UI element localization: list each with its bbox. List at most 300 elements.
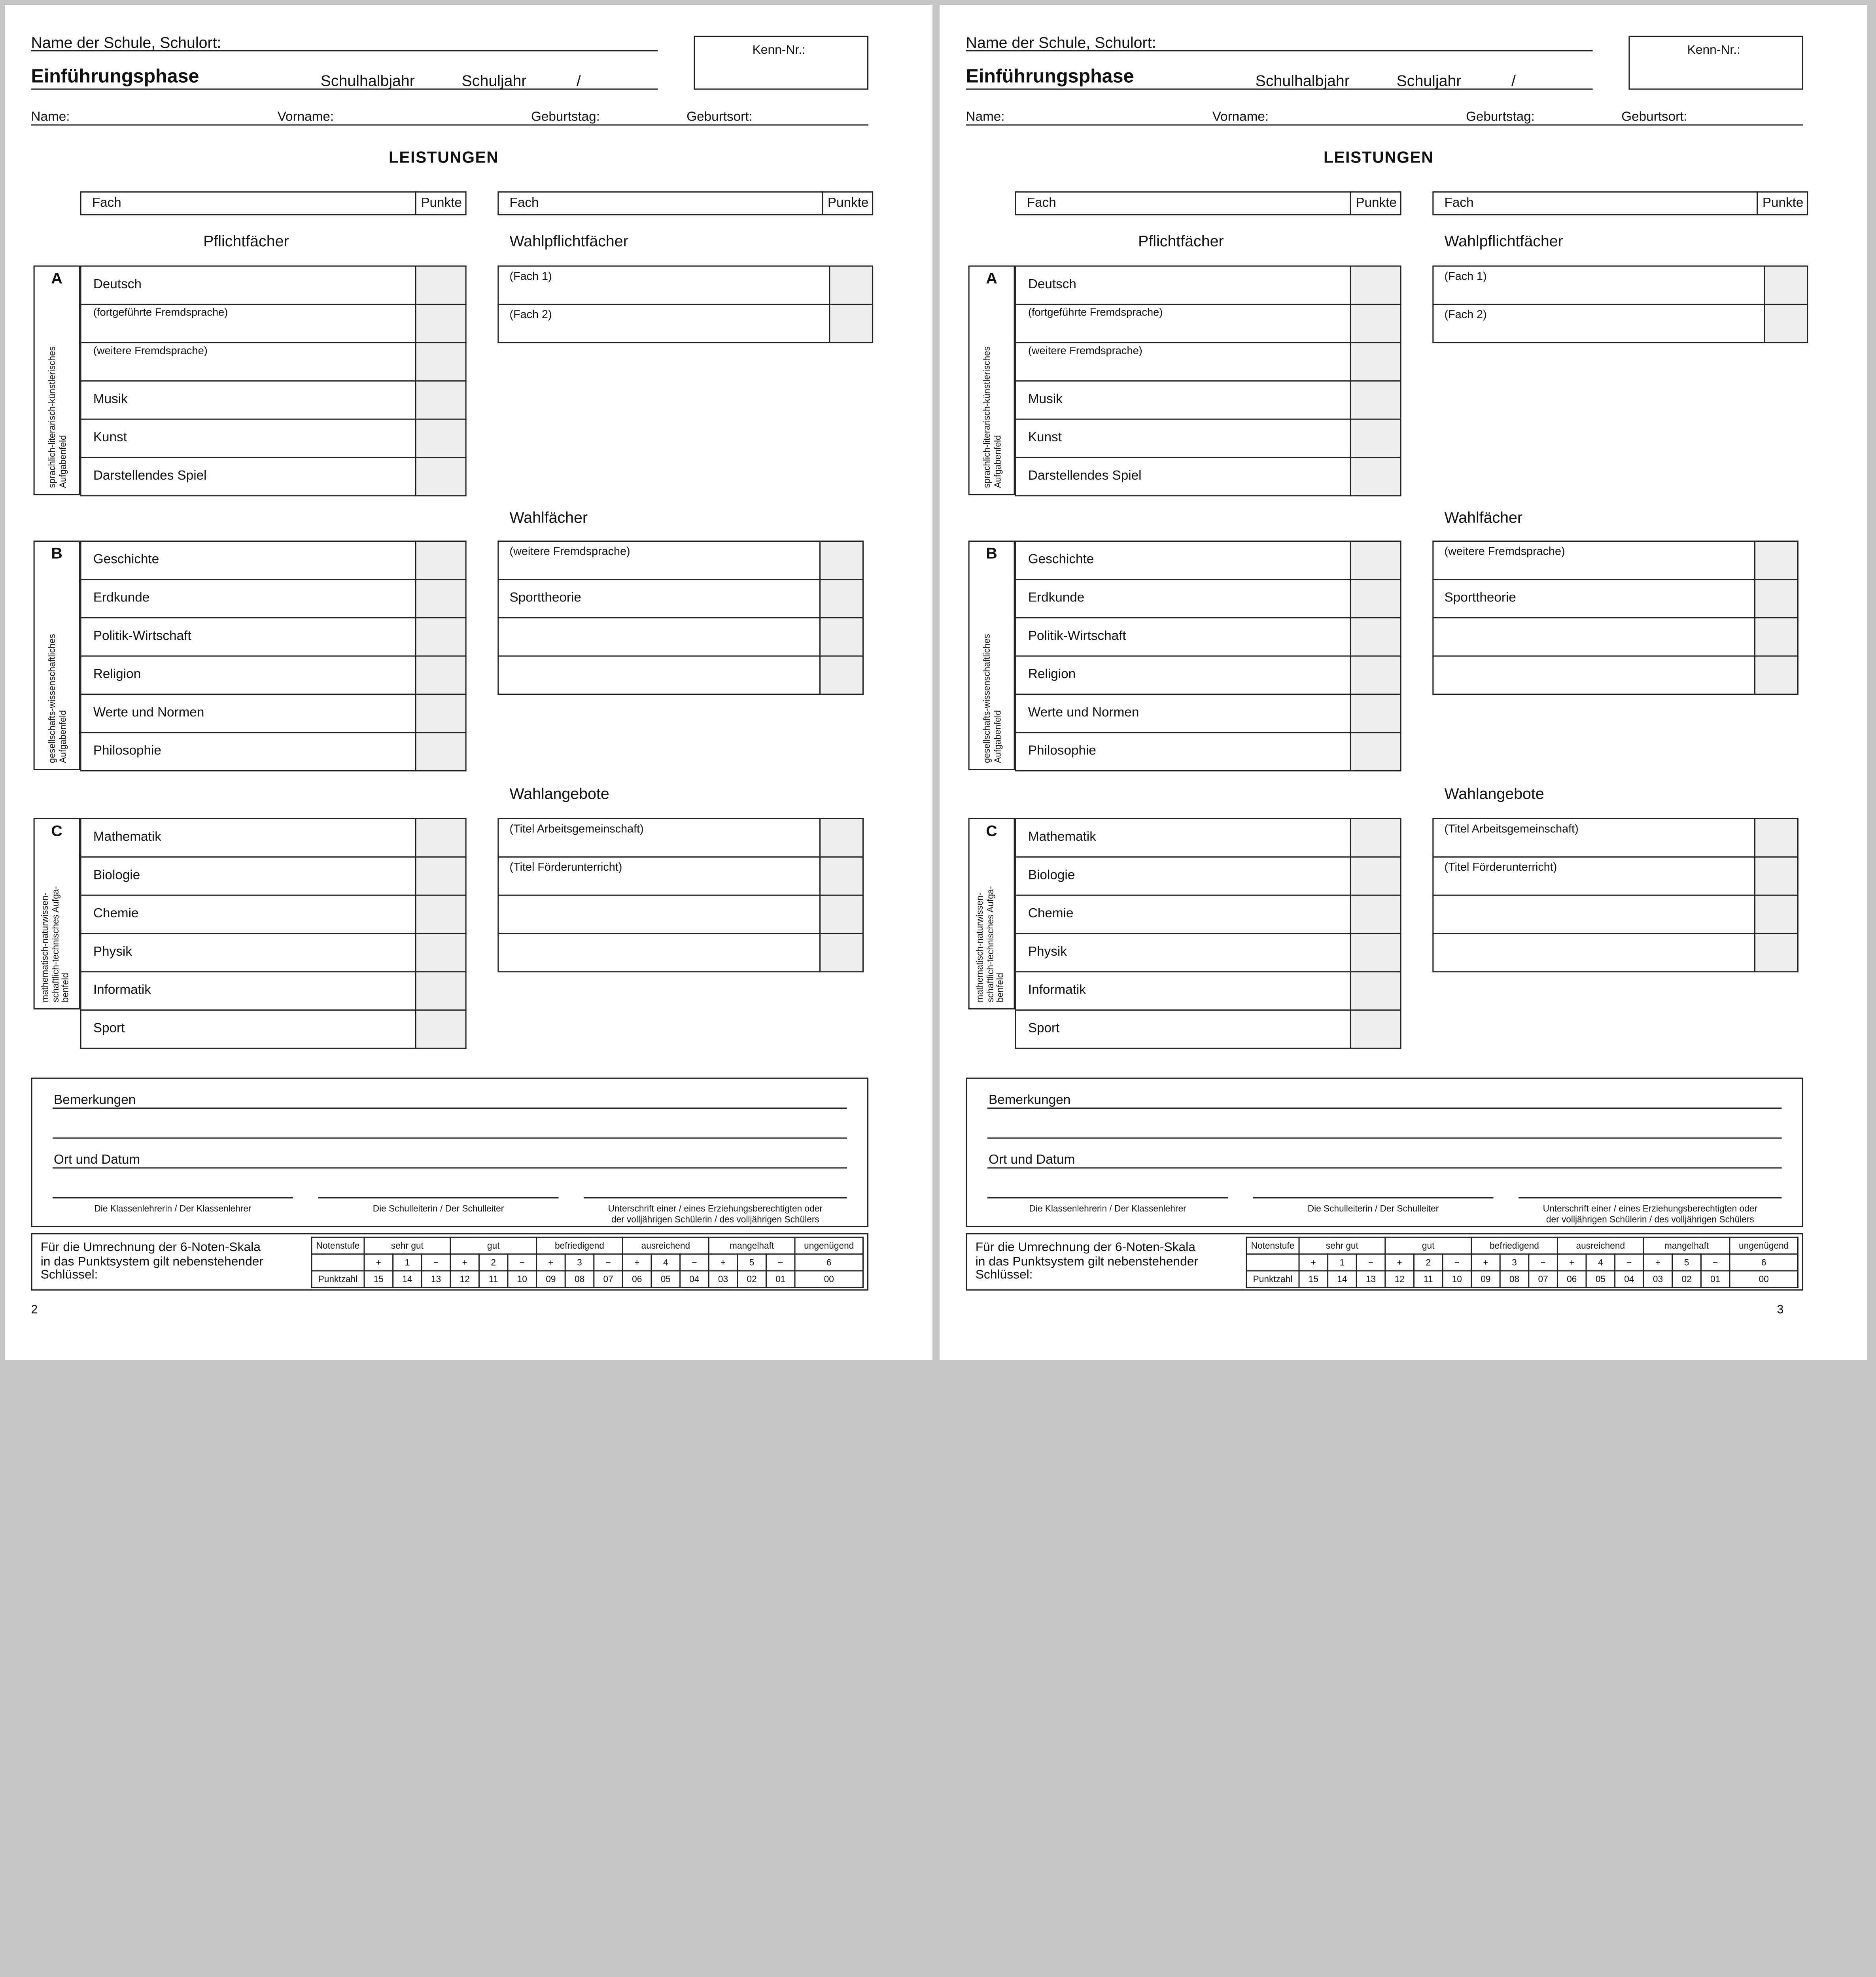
subject-name: Kunst bbox=[93, 430, 127, 445]
wahlangebot-row bbox=[497, 895, 821, 934]
geburtstag-label: Geburtstag: bbox=[531, 110, 600, 125]
points-cell[interactable] bbox=[1350, 265, 1401, 305]
points-cell[interactable] bbox=[1350, 732, 1401, 771]
field-C-letter: C bbox=[986, 822, 997, 840]
wahlfaecher-title: Wahlfächer bbox=[509, 508, 588, 526]
subject-name: Informatik bbox=[93, 983, 151, 998]
wahlangebot-points-cell[interactable] bbox=[819, 818, 864, 858]
pflicht-title: Pflichtfächer bbox=[1138, 232, 1224, 250]
points-cell[interactable] bbox=[415, 1009, 467, 1049]
wahlfach-row bbox=[497, 617, 821, 657]
wahlangebot-points-cell[interactable] bbox=[1754, 895, 1798, 934]
points-row-label: Punktzahl bbox=[1246, 1271, 1299, 1287]
grade-points: 07 bbox=[1529, 1271, 1558, 1287]
marks-row-label bbox=[312, 1254, 364, 1271]
grade-mark: 6 bbox=[795, 1254, 863, 1271]
grade-mark: 4 bbox=[1586, 1254, 1615, 1271]
subject-row bbox=[1015, 419, 1351, 458]
points-cell[interactable] bbox=[415, 656, 467, 695]
grade-mark: 2 bbox=[479, 1254, 508, 1271]
col-header-fach: Fach bbox=[1027, 196, 1056, 211]
wahlpflicht-title: Wahlpflichtfächer bbox=[1444, 232, 1563, 250]
col-header-fach: Fach bbox=[92, 196, 121, 211]
col-header-punkte: Punkte bbox=[1356, 196, 1397, 211]
grade-points: 08 bbox=[1500, 1271, 1529, 1287]
field-C-letter: C bbox=[51, 822, 62, 840]
points-cell[interactable] bbox=[415, 933, 467, 972]
column-header-0 bbox=[80, 191, 467, 215]
signature-line-teacher[interactable] bbox=[987, 1197, 1228, 1198]
grade-points: 02 bbox=[738, 1271, 766, 1287]
field-C-label-line: benfeld bbox=[60, 973, 71, 1002]
subject-name: Religion bbox=[1028, 667, 1076, 682]
pflicht-title: Pflichtfächer bbox=[203, 232, 289, 250]
phase-line[interactable] bbox=[31, 89, 658, 90]
grade-mark: + bbox=[450, 1254, 479, 1271]
wahlangebot-name: (Titel Förderunterricht) bbox=[1444, 861, 1557, 875]
subject-name: Darstellendes Spiel bbox=[1028, 469, 1142, 483]
wahlfach-points-cell[interactable] bbox=[1754, 617, 1798, 657]
points-cell[interactable] bbox=[1350, 933, 1401, 972]
field-B-label-line: gesellschafts-wissenschaftliches bbox=[981, 634, 993, 763]
wahlpflicht-name: (Fach 2) bbox=[1444, 308, 1487, 322]
signature-line-teacher[interactable] bbox=[53, 1197, 293, 1198]
wahlpflicht-points-cell[interactable] bbox=[829, 304, 873, 343]
grade-points: 00 bbox=[1730, 1271, 1798, 1287]
grade-mark: − bbox=[422, 1254, 450, 1271]
subject-name: Geschichte bbox=[1028, 552, 1094, 567]
signature-line-parent[interactable] bbox=[584, 1197, 847, 1198]
grade-mark: + bbox=[537, 1254, 565, 1271]
ort-datum-label: Ort und Datum bbox=[54, 1153, 140, 1168]
subject-row bbox=[80, 380, 416, 420]
wahlfach-points-cell[interactable] bbox=[1754, 656, 1798, 695]
wahlfach-row bbox=[1432, 617, 1755, 657]
grade-points: 15 bbox=[364, 1271, 393, 1287]
grade-mark: − bbox=[1356, 1254, 1385, 1271]
bemerkungen-line-2[interactable] bbox=[53, 1138, 847, 1139]
wahlfach-points-cell[interactable] bbox=[1754, 541, 1798, 580]
section-title: LEISTUNGEN bbox=[388, 148, 499, 166]
field-B-letter: B bbox=[986, 544, 997, 562]
bemerkungen-line[interactable] bbox=[987, 1108, 1782, 1109]
field-B-letter: B bbox=[51, 544, 62, 562]
wahlpflicht-points-cell[interactable] bbox=[1764, 265, 1808, 305]
subject-name: Erdkunde bbox=[93, 591, 150, 605]
points-cell[interactable] bbox=[1350, 818, 1401, 858]
subject-name: Biologie bbox=[93, 868, 140, 883]
grade-points: 12 bbox=[450, 1271, 479, 1287]
points-cell[interactable] bbox=[415, 380, 467, 420]
field-C-label-line: schaftlich-technisches Aufga- bbox=[49, 886, 61, 1002]
points-cell[interactable] bbox=[415, 541, 467, 580]
grade-points: 10 bbox=[508, 1271, 537, 1287]
grade-name: ungenügend bbox=[1730, 1237, 1798, 1254]
grade-mark: − bbox=[594, 1254, 623, 1271]
halbjahr-label: Schulhalbjahr bbox=[1255, 72, 1350, 90]
field-C-label bbox=[41, 859, 71, 1002]
ort-datum-line[interactable] bbox=[987, 1167, 1782, 1168]
wahlangebot-points-cell[interactable] bbox=[1754, 933, 1798, 972]
points-cell[interactable] bbox=[1350, 895, 1401, 934]
points-cell[interactable] bbox=[415, 579, 467, 618]
grade-name: ausreichend bbox=[1557, 1237, 1643, 1254]
field-A-label bbox=[48, 306, 68, 488]
grade-points: 13 bbox=[422, 1271, 450, 1287]
wahlfaecher-title: Wahlfächer bbox=[1444, 508, 1523, 526]
conversion-table bbox=[311, 1237, 864, 1288]
grade-points: 03 bbox=[709, 1271, 738, 1287]
col-header-fach: Fach bbox=[509, 196, 539, 211]
points-cell[interactable] bbox=[1350, 457, 1401, 496]
subject-row bbox=[1015, 1009, 1351, 1049]
bemerkungen-label: Bemerkungen bbox=[54, 1093, 136, 1108]
signature-line-principal[interactable] bbox=[1253, 1197, 1494, 1198]
ort-datum-line[interactable] bbox=[53, 1167, 847, 1168]
subject-name: Werte und Normen bbox=[93, 705, 204, 720]
form-page-right bbox=[940, 5, 1876, 1977]
field-B-label bbox=[983, 581, 1003, 763]
subject-name: Deutsch bbox=[93, 277, 142, 292]
subject-name: Mathematik bbox=[1028, 830, 1096, 845]
wahlfach-name: Sporttheorie bbox=[1444, 591, 1516, 605]
grade-mark: − bbox=[766, 1254, 795, 1271]
points-cell[interactable] bbox=[415, 617, 467, 657]
wahlpflicht-name: (Fach 2) bbox=[509, 308, 552, 322]
grade-points: 02 bbox=[1672, 1271, 1701, 1287]
conversion-intro: in das Punktsystem gilt nebenstehender bbox=[975, 1254, 1199, 1268]
wahlpflicht-points-cell[interactable] bbox=[829, 265, 873, 305]
wahlangebot-row bbox=[1432, 933, 1755, 972]
grade-points: 04 bbox=[680, 1271, 709, 1287]
grade-points: 00 bbox=[795, 1271, 863, 1287]
section-title: LEISTUNGEN bbox=[1323, 148, 1434, 166]
grade-points: 14 bbox=[1328, 1271, 1357, 1287]
points-cell[interactable] bbox=[415, 265, 467, 305]
grade-points: 04 bbox=[1615, 1271, 1644, 1287]
grade-mark: 5 bbox=[738, 1254, 766, 1271]
grade-points: 14 bbox=[393, 1271, 422, 1287]
points-cell[interactable] bbox=[415, 971, 467, 1011]
points-cell[interactable] bbox=[1350, 1009, 1401, 1049]
grade-points: 09 bbox=[1471, 1271, 1500, 1287]
wahlangebot-row bbox=[497, 933, 821, 972]
subject-name: Biologie bbox=[1028, 868, 1075, 883]
subject-name: Physik bbox=[1028, 945, 1067, 959]
wahlfach-row bbox=[1432, 656, 1755, 695]
wahlangebot-points-cell[interactable] bbox=[1754, 856, 1798, 896]
grade-name: befriedigend bbox=[537, 1237, 623, 1254]
person-line[interactable] bbox=[966, 125, 1803, 126]
ort-datum-label: Ort und Datum bbox=[989, 1153, 1075, 1168]
points-cell[interactable] bbox=[415, 342, 467, 382]
grade-mark: − bbox=[1443, 1254, 1471, 1271]
bemerkungen-label: Bemerkungen bbox=[989, 1093, 1071, 1108]
conversion-table bbox=[1246, 1237, 1798, 1288]
grade-mark: 2 bbox=[1414, 1254, 1443, 1271]
grade-name: befriedigend bbox=[1471, 1237, 1558, 1254]
schuljahr-label: Schuljahr bbox=[1396, 72, 1462, 90]
field-B-label-line: gesellschafts-wissenschaftliches bbox=[46, 634, 58, 763]
col-header-punkte: Punkte bbox=[421, 196, 462, 211]
grade-mark: + bbox=[709, 1254, 738, 1271]
school-line[interactable] bbox=[966, 50, 1593, 51]
grade-mark: 3 bbox=[565, 1254, 594, 1271]
signature-principal-label: Die Schulleiterin / Der Schulleiter bbox=[373, 1203, 504, 1214]
subject-name: Sport bbox=[93, 1021, 125, 1036]
vorname-label: Vorname: bbox=[277, 110, 334, 125]
wahlfach-name: (weitere Fremdsprache) bbox=[1444, 545, 1565, 559]
grade-mark: 3 bbox=[1500, 1254, 1529, 1271]
points-cell[interactable] bbox=[415, 818, 467, 858]
grade-name: gut bbox=[1385, 1237, 1471, 1254]
points-cell[interactable] bbox=[1350, 380, 1401, 420]
points-cell[interactable] bbox=[1350, 617, 1401, 657]
field-A-letter: A bbox=[986, 269, 997, 287]
bemerkungen-line-2[interactable] bbox=[987, 1138, 1782, 1139]
wahlfach-points-cell[interactable] bbox=[1754, 579, 1798, 618]
grade-points: 13 bbox=[1356, 1271, 1385, 1287]
signature-principal-label: Die Schulleiterin / Der Schulleiter bbox=[1307, 1203, 1439, 1214]
signature-teacher-label: Die Klassenlehrerin / Der Klassenlehrer bbox=[94, 1203, 252, 1214]
grade-points: 01 bbox=[1701, 1271, 1730, 1287]
grade-points: 09 bbox=[537, 1271, 565, 1287]
points-cell[interactable] bbox=[415, 732, 467, 771]
column-header-1 bbox=[497, 191, 873, 215]
wahlangebot-points-cell[interactable] bbox=[819, 895, 864, 934]
grade-points: 07 bbox=[594, 1271, 623, 1287]
conversion-intro: Für die Umrechnung der 6-Noten-Skala bbox=[40, 1240, 261, 1255]
subject-name: Erdkunde bbox=[1028, 591, 1085, 605]
school-label: Name der Schule, Schulort: bbox=[966, 33, 1156, 51]
wahlangebot-row bbox=[1432, 895, 1755, 934]
wahlfach-points-cell[interactable] bbox=[819, 579, 864, 618]
subject-name: Informatik bbox=[1028, 983, 1086, 998]
field-A-label bbox=[983, 306, 1003, 488]
name-label: Name: bbox=[31, 110, 70, 125]
subject-name: (weitere Fremdsprache) bbox=[1028, 344, 1142, 357]
signature-line-principal[interactable] bbox=[318, 1197, 559, 1198]
conversion-intro: in das Punktsystem gilt nebenstehender bbox=[40, 1254, 264, 1268]
grade-mark: − bbox=[1701, 1254, 1730, 1271]
vorname-label: Vorname: bbox=[1212, 110, 1269, 125]
signature-parent-label-2: der volljährigen Schülerin / des volljährigen Schülers bbox=[1546, 1214, 1754, 1225]
wahlpflicht-points-cell[interactable] bbox=[1764, 304, 1808, 343]
grade-points: 12 bbox=[1385, 1271, 1414, 1287]
field-A-label-line: Aufgabenfeld bbox=[991, 435, 1002, 488]
wahlangebote-title: Wahlangebote bbox=[509, 784, 609, 803]
grade-points: 05 bbox=[651, 1271, 680, 1287]
signature-parent-label-2: der volljährigen Schülerin / des volljährigen Schülers bbox=[611, 1214, 819, 1225]
col-header-punkte: Punkte bbox=[1762, 196, 1804, 211]
col-header-fach: Fach bbox=[1444, 196, 1474, 211]
subject-row bbox=[80, 419, 416, 458]
subject-name: Religion bbox=[93, 667, 141, 682]
grade-mark: − bbox=[508, 1254, 537, 1271]
wahlangebot-name: (Titel Arbeitsgemeinschaft) bbox=[509, 823, 644, 836]
grade-name: ausreichend bbox=[622, 1237, 709, 1254]
subject-name: Kunst bbox=[1028, 430, 1062, 445]
phase-line[interactable] bbox=[966, 89, 1593, 90]
subject-name: Philosophie bbox=[1028, 744, 1096, 758]
grade-name: ungenügend bbox=[795, 1237, 863, 1254]
subject-name: (fortgeführte Fremdsprache) bbox=[1028, 306, 1163, 318]
grade-points: 15 bbox=[1299, 1271, 1328, 1287]
wahlfach-points-cell[interactable] bbox=[819, 541, 864, 580]
page-number: 2 bbox=[31, 1304, 38, 1317]
phase-title: Einführungsphase bbox=[31, 67, 199, 87]
grade-mark: + bbox=[1385, 1254, 1414, 1271]
points-cell[interactable] bbox=[415, 419, 467, 458]
points-cell[interactable] bbox=[1350, 656, 1401, 695]
right-sheet bbox=[940, 5, 1867, 1360]
grade-name: mangelhaft bbox=[709, 1237, 795, 1254]
schuljahr-separator: / bbox=[576, 72, 581, 90]
wahlfach-name: (weitere Fremdsprache) bbox=[509, 545, 630, 559]
wahlpflicht-name: (Fach 1) bbox=[1444, 270, 1487, 284]
grade-mark: 1 bbox=[393, 1254, 422, 1271]
col-header-punkte: Punkte bbox=[827, 196, 869, 211]
grade-mark: + bbox=[1299, 1254, 1328, 1271]
subject-name: Darstellendes Spiel bbox=[93, 469, 207, 483]
field-C-label bbox=[976, 859, 1006, 1002]
geburtstag-label: Geburtstag: bbox=[1466, 110, 1535, 125]
field-B-label-line: Aufgabenfeld bbox=[991, 710, 1002, 763]
points-cell[interactable] bbox=[1350, 304, 1401, 343]
points-cell[interactable] bbox=[415, 895, 467, 934]
bemerkungen-line[interactable] bbox=[53, 1108, 847, 1109]
field-C-label-line: mathematisch-naturwissen- bbox=[39, 892, 50, 1002]
grade-name: sehr gut bbox=[1299, 1237, 1385, 1254]
school-line[interactable] bbox=[31, 50, 658, 51]
wahlangebot-name: (Titel Förderunterricht) bbox=[509, 861, 622, 875]
grade-mark: + bbox=[1643, 1254, 1672, 1271]
grade-name: gut bbox=[450, 1237, 537, 1254]
points-cell[interactable] bbox=[1350, 419, 1401, 458]
kenn-label: Kenn-Nr.: bbox=[752, 43, 806, 58]
points-cell[interactable] bbox=[415, 457, 467, 496]
field-C-label-line: benfeld bbox=[995, 973, 1006, 1002]
grade-name: mangelhaft bbox=[1643, 1237, 1730, 1254]
wahlpflicht-title: Wahlpflichtfächer bbox=[509, 232, 628, 250]
conversion-intro: Schlüssel: bbox=[975, 1268, 1033, 1282]
field-A-label-line: sprachlich-literarisch-künstlerisches bbox=[981, 346, 993, 488]
wahlfach-points-cell[interactable] bbox=[819, 656, 864, 695]
wahlangebot-name: (Titel Arbeitsgemeinschaft) bbox=[1444, 823, 1579, 836]
grade-points: 06 bbox=[1557, 1271, 1586, 1287]
grade-row-label: Notenstufe bbox=[312, 1237, 364, 1254]
subject-name: Geschichte bbox=[93, 552, 159, 567]
points-cell[interactable] bbox=[1350, 579, 1401, 618]
grade-points: 05 bbox=[1586, 1271, 1615, 1287]
left-sheet bbox=[5, 5, 932, 1360]
halbjahr-label: Schulhalbjahr bbox=[320, 72, 415, 90]
wahlangebot-points-cell[interactable] bbox=[819, 933, 864, 972]
signature-parent-label-1: Unterschrift einer / eines Erziehungsberechtigten oder bbox=[608, 1203, 823, 1214]
wahlangebot-points-cell[interactable] bbox=[1754, 818, 1798, 858]
name-label: Name: bbox=[966, 110, 1005, 125]
grade-mark: − bbox=[1615, 1254, 1644, 1271]
grade-mark: + bbox=[622, 1254, 651, 1271]
points-cell[interactable] bbox=[1350, 856, 1401, 896]
schuljahr-label: Schuljahr bbox=[461, 72, 527, 90]
subject-name: Musik bbox=[93, 392, 128, 407]
wahlfach-points-cell[interactable] bbox=[819, 617, 864, 657]
field-B-label-line: Aufgabenfeld bbox=[57, 710, 68, 763]
wahlfach-name: Sporttheorie bbox=[509, 591, 581, 605]
subject-name: Sport bbox=[1028, 1021, 1060, 1036]
grade-mark: 4 bbox=[651, 1254, 680, 1271]
grade-mark: − bbox=[680, 1254, 709, 1271]
points-cell[interactable] bbox=[415, 694, 467, 733]
subject-name: Politik-Wirtschaft bbox=[93, 629, 191, 644]
subject-name: (fortgeführte Fremdsprache) bbox=[93, 306, 228, 318]
grade-row-label: Notenstufe bbox=[1246, 1237, 1299, 1254]
grade-points: 10 bbox=[1443, 1271, 1471, 1287]
grade-mark: + bbox=[364, 1254, 393, 1271]
grade-mark: 1 bbox=[1328, 1254, 1357, 1271]
geburtsort-label: Geburtsort: bbox=[686, 110, 753, 125]
wahlpflicht-name: (Fach 1) bbox=[509, 270, 552, 284]
points-cell[interactable] bbox=[1350, 971, 1401, 1011]
signature-parent-label-1: Unterschrift einer / eines Erziehungsberechtigten oder bbox=[1543, 1203, 1757, 1214]
subject-name: Werte und Normen bbox=[1028, 705, 1139, 720]
grade-points: 01 bbox=[766, 1271, 795, 1287]
grade-points: 08 bbox=[565, 1271, 594, 1287]
subject-name: Musik bbox=[1028, 392, 1063, 407]
signature-line-parent[interactable] bbox=[1519, 1197, 1782, 1198]
grade-mark: 6 bbox=[1730, 1254, 1798, 1271]
conversion-intro: Für die Umrechnung der 6-Noten-Skala bbox=[975, 1240, 1195, 1255]
points-cell[interactable] bbox=[1350, 342, 1401, 382]
points-cell[interactable] bbox=[1350, 694, 1401, 733]
field-A-label-line: Aufgabenfeld bbox=[57, 435, 68, 488]
subject-name: Deutsch bbox=[1028, 277, 1076, 292]
grade-points: 03 bbox=[1643, 1271, 1672, 1287]
marks-row-label bbox=[1246, 1254, 1299, 1271]
field-C-label-line: schaftlich-technisches Aufga- bbox=[984, 886, 995, 1002]
points-cell[interactable] bbox=[415, 304, 467, 343]
subject-name: Chemie bbox=[1028, 906, 1074, 921]
grade-points: 11 bbox=[1414, 1271, 1443, 1287]
wahlfach-row bbox=[497, 656, 821, 695]
conversion-intro: Schlüssel: bbox=[40, 1268, 98, 1282]
field-A-letter: A bbox=[51, 269, 62, 287]
subject-name: Physik bbox=[93, 945, 132, 959]
signature-teacher-label: Die Klassenlehrerin / Der Klassenlehrer bbox=[1029, 1203, 1186, 1214]
kenn-label: Kenn-Nr.: bbox=[1687, 43, 1740, 58]
field-B-label bbox=[48, 581, 68, 763]
points-cell[interactable] bbox=[1350, 541, 1401, 580]
field-A-label-line: sprachlich-literarisch-künstlerisches bbox=[46, 346, 58, 488]
schuljahr-separator: / bbox=[1511, 72, 1516, 90]
school-label: Name der Schule, Schulort: bbox=[31, 33, 221, 51]
points-cell[interactable] bbox=[415, 856, 467, 896]
subject-name: Politik-Wirtschaft bbox=[1028, 629, 1126, 644]
grade-points: 06 bbox=[622, 1271, 651, 1287]
wahlangebot-points-cell[interactable] bbox=[819, 856, 864, 896]
column-header-1 bbox=[1432, 191, 1808, 215]
column-header-0 bbox=[1015, 191, 1401, 215]
grade-points: 11 bbox=[479, 1271, 508, 1287]
subject-name: (weitere Fremdsprache) bbox=[93, 344, 208, 357]
person-line[interactable] bbox=[31, 125, 869, 126]
subject-name: Chemie bbox=[93, 906, 139, 921]
grade-mark: − bbox=[1529, 1254, 1558, 1271]
grade-mark: + bbox=[1471, 1254, 1500, 1271]
grade-name: sehr gut bbox=[364, 1237, 450, 1254]
points-row-label: Punktzahl bbox=[312, 1271, 364, 1287]
